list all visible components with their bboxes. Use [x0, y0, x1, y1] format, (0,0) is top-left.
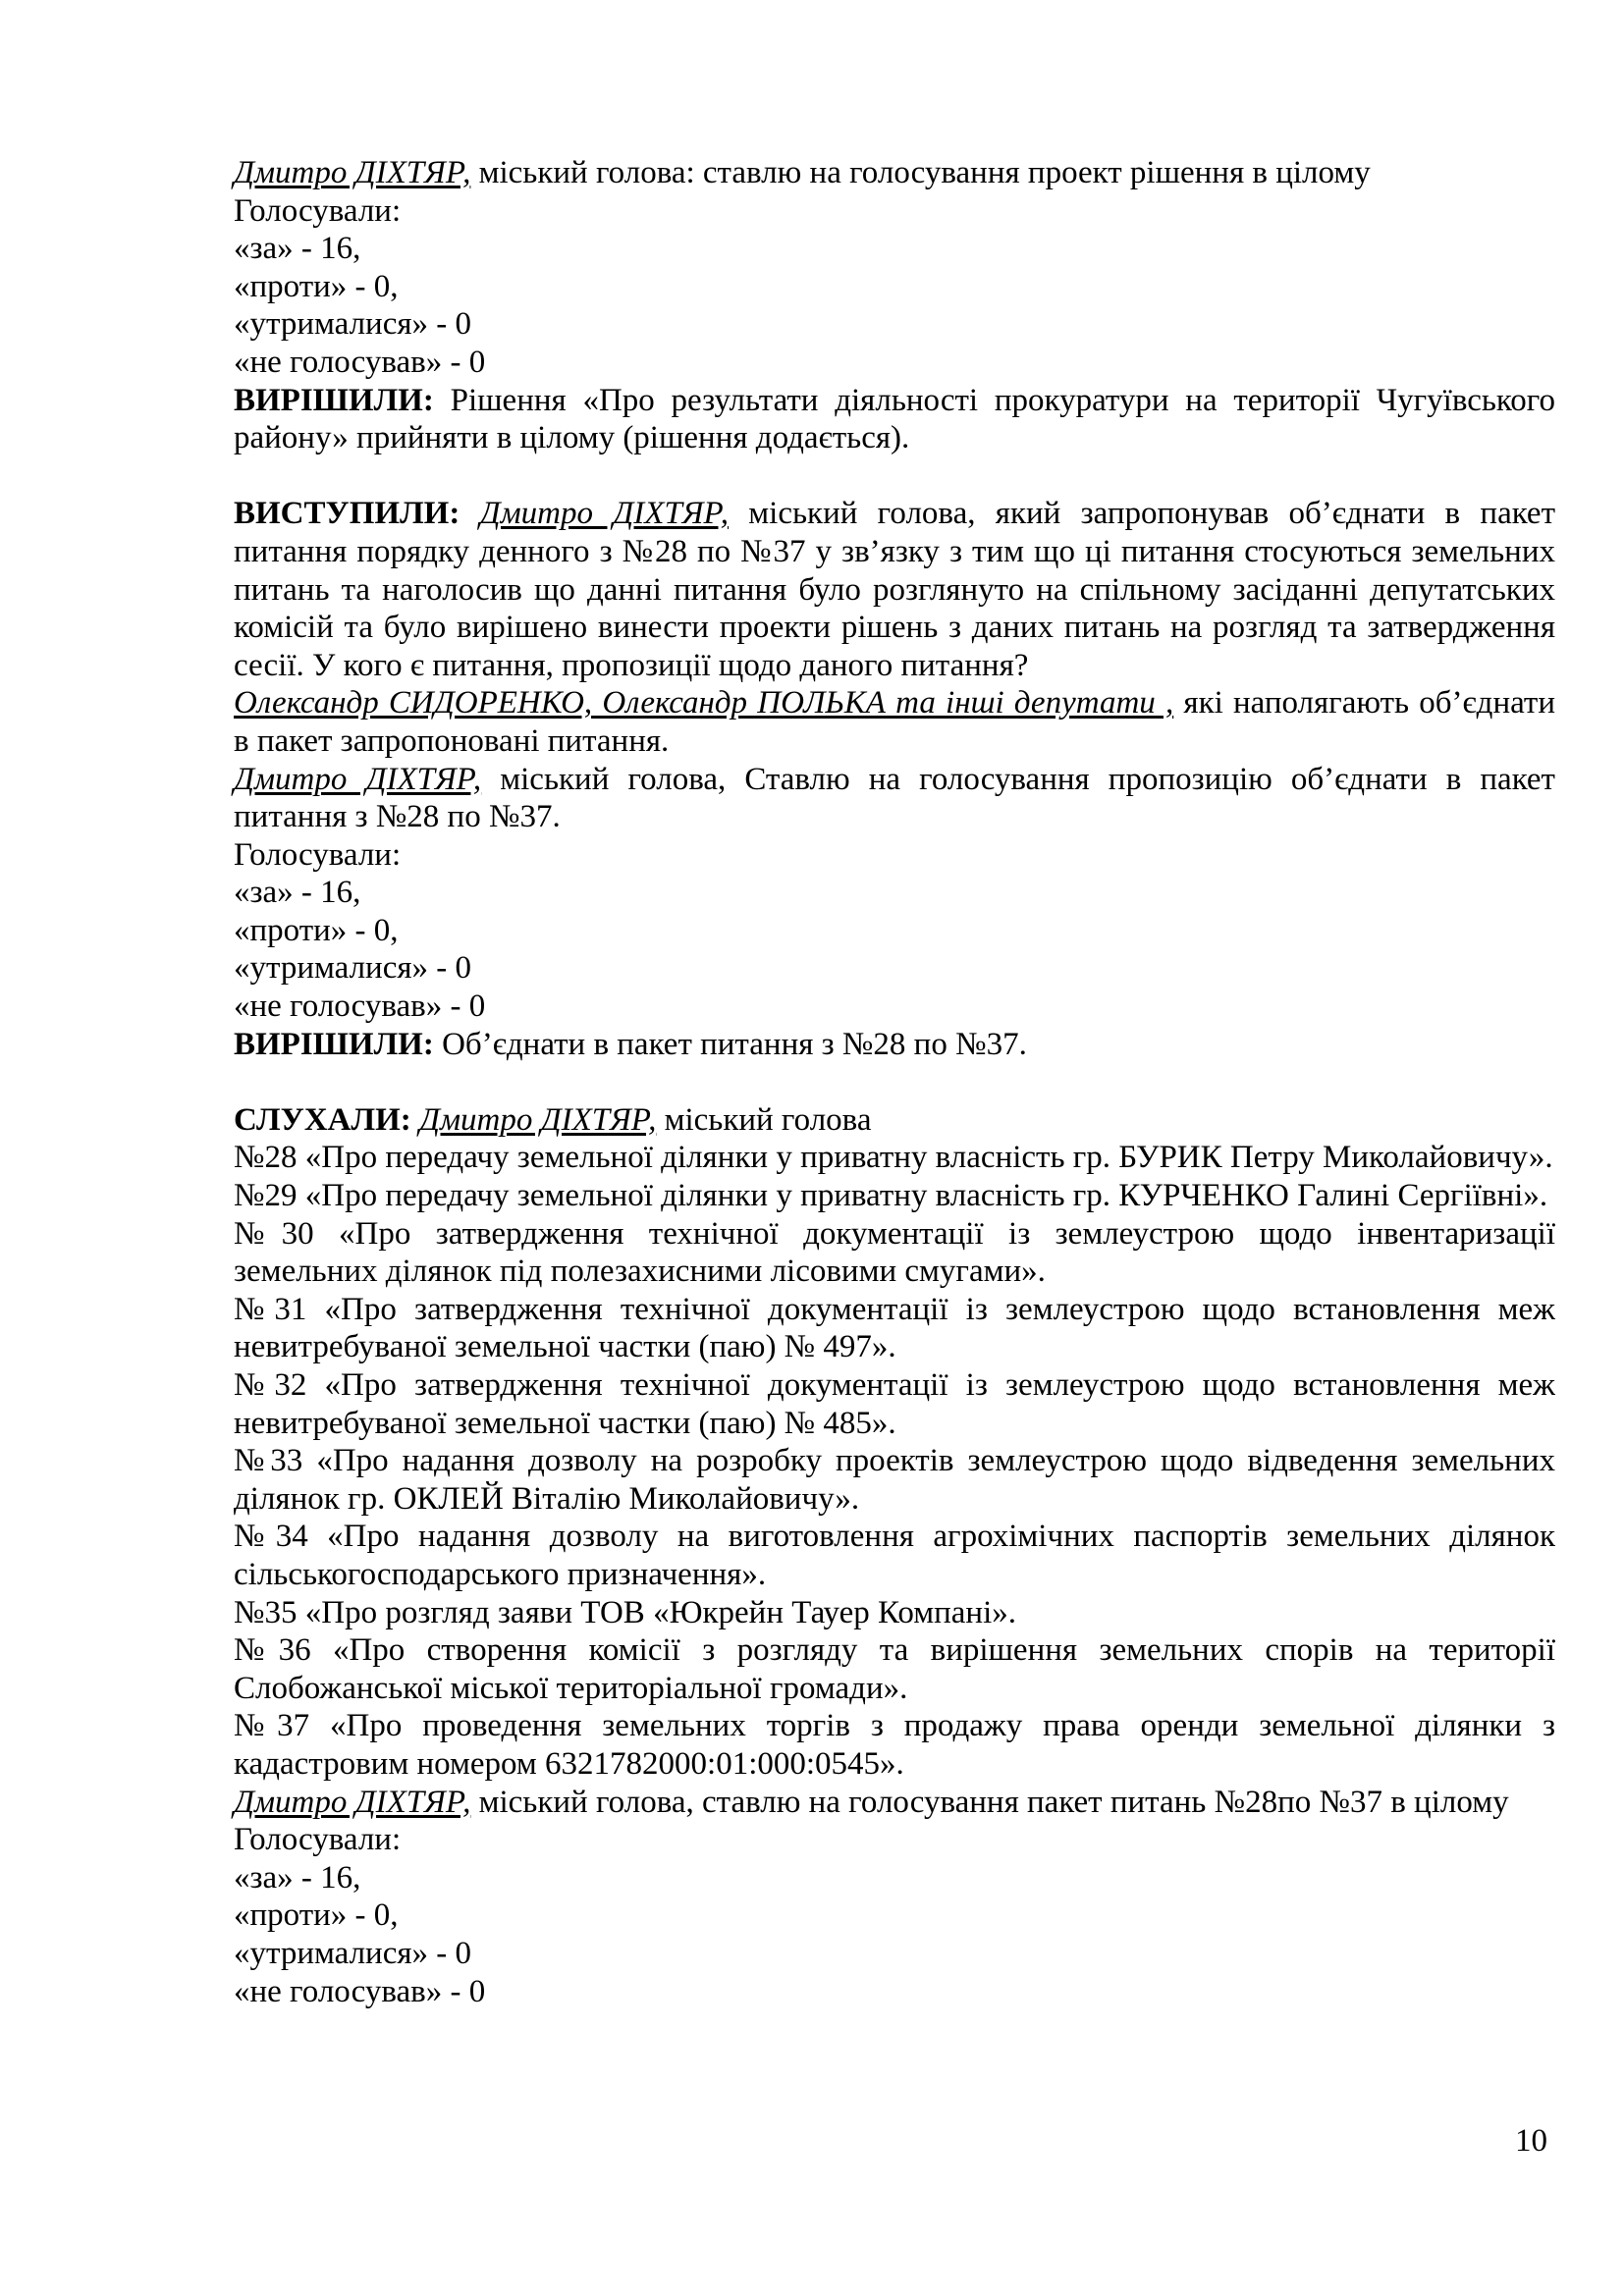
speech-paragraph: [234, 684, 1555, 760]
decision-text: Об’єднати в пакет питання з №28 по №37.: [433, 1026, 1027, 1062]
decision-paragraph: [234, 382, 1555, 457]
decision-label: ВИРІШИЛИ:: [234, 1026, 434, 1062]
vote-abstained: «утрималися» - 0: [234, 306, 472, 343]
vote-for: «за» - 16,: [234, 231, 361, 267]
speaker-name: Дмитро ДІХТЯР,: [479, 496, 729, 532]
vote-not-voted: «не голосував» - 0: [234, 1973, 486, 2009]
agenda-item: №35 «Про розгляд заяви ТОВ «Юкрейн Тауер Компані».: [234, 1594, 1017, 1630]
decision-paragraph: [234, 1026, 1555, 1064]
votes-label: Голосували:: [234, 836, 402, 873]
agenda-item: №37 «Про проведення земельних торгів з продажу права оренди земельної ділянки з кадастровим номером 6321782000:01:000:0545».: [234, 1708, 1555, 1782]
page-number: 10: [1515, 2123, 1547, 2159]
vote-not-voted: «не голосував» - 0: [234, 344, 486, 380]
votes-label: Голосували:: [234, 192, 402, 229]
agenda-item: №28 «Про передачу земельної ділянки у приватну власність гр. БУРИК Петру Миколайовичу».: [234, 1140, 1553, 1176]
vote-for: «за» - 16,: [234, 1859, 361, 1896]
document-page: [234, 154, 1555, 2010]
vote-for: «за» - 16,: [234, 875, 361, 911]
blank-line: [234, 1063, 1555, 1101]
agenda-item: №33 «Про надання дозволу на розробку проектів землеустрою щодо відведення земельних ділянок гр. ОКЛЕЙ Віталію Миколайовичу».: [234, 1443, 1555, 1517]
paragraph-text: міський голова: [656, 1101, 872, 1138]
vote-abstained: «утрималися» - 0: [234, 950, 472, 987]
vote-abstained: «утрималися» - 0: [234, 1935, 472, 1971]
speaker-name: Дмитро ДІХТЯР,: [418, 1101, 657, 1138]
agenda-item: №29 «Про передачу земельної ділянки у приватну власність гр. КУРЧЕНКО Галині Сергіївні».: [234, 1178, 1548, 1214]
section-label: ВИСТУПИЛИ:: [234, 496, 460, 532]
agenda-item: №31 «Про затвердження технічної документації із землеустрою щодо встановлення меж невитребуваної земельної частки (паю) № 497».: [234, 1291, 1555, 1365]
motion-paragraph: [234, 761, 1555, 836]
agenda-item: №34 «Про надання дозволу на виготовлення агрохімічних паспортів земельних ділянок сільськогосподарського призначення».: [234, 1519, 1555, 1592]
paragraph-text: міський голова, який запропонував об’єднати в пакет питання порядку денного з №28 по №37 у зв’язку з тим що ці питання стосуються земельних питань та наголосив що данні питання було розглянуто на спільному засіданні депутатських комісій та було вирішено винести проекти рішень з даних питань на розгляд та затвердження сесії. У кого є питання, пропозиції щодо даного питання?: [234, 496, 1555, 683]
paragraph-text: міський голова, ставлю на голосування пакет питань №28по №37 в цілому: [470, 1784, 1509, 1820]
vote-not-voted: «не голосував» - 0: [234, 988, 486, 1025]
speaker-name: Дмитро ДІХТЯР,: [234, 155, 471, 190]
decision-text: Рішення «Про результати діяльності прокуратури на території Чугуївського району» прийняти в цілому (рішення додається).: [234, 382, 1555, 456]
speech-paragraph: [234, 495, 1555, 684]
speaker-name: Дмитро ДІХТЯР,: [234, 1784, 471, 1820]
agenda-item: №32 «Про затвердження технічної документації із землеустрою щодо встановлення меж невитребуваної земельної частки (паю) № 485».: [234, 1367, 1555, 1441]
vote-against: «проти» - 0,: [234, 268, 399, 304]
motion-paragraph: [234, 154, 1555, 192]
vote-against: «проти» - 0,: [234, 1897, 399, 1934]
motion-paragraph: [234, 1784, 1555, 1822]
vote-against: «проти» - 0,: [234, 912, 399, 948]
agenda-item: №36 «Про створення комісії з розгляду та вирішення земельних спорів на території Слобожанської міської територіальної громади».: [234, 1632, 1555, 1706]
votes-label: Голосували:: [234, 1822, 402, 1858]
agenda-item: №30 «Про затвердження технічної документації із землеустрою щодо інвентаризації земельних ділянок під полезахисними лісовими смугами».: [234, 1215, 1555, 1290]
paragraph-text: міський голова, Ставлю на голосування пропозицію об’єднати в пакет питання з №28 по №37.: [234, 761, 1555, 835]
paragraph-text: міський голова: ставлю на голосування проект рішення в цілому: [470, 155, 1371, 190]
paragraph-text: які наполягають об’єднати в пакет запропоновані питання.: [234, 685, 1555, 759]
speaker-name: Дмитро ДІХТЯР,: [234, 761, 482, 797]
blank-line: [234, 457, 1555, 496]
decision-label: ВИРІШИЛИ:: [234, 382, 434, 418]
hearing-paragraph: [234, 1101, 1555, 1140]
section-label: СЛУХАЛИ:: [234, 1101, 411, 1138]
speaker-name: Олександр СИДОРЕНКО, Олександр ПОЛЬКА та інші депутати ,: [234, 685, 1174, 721]
